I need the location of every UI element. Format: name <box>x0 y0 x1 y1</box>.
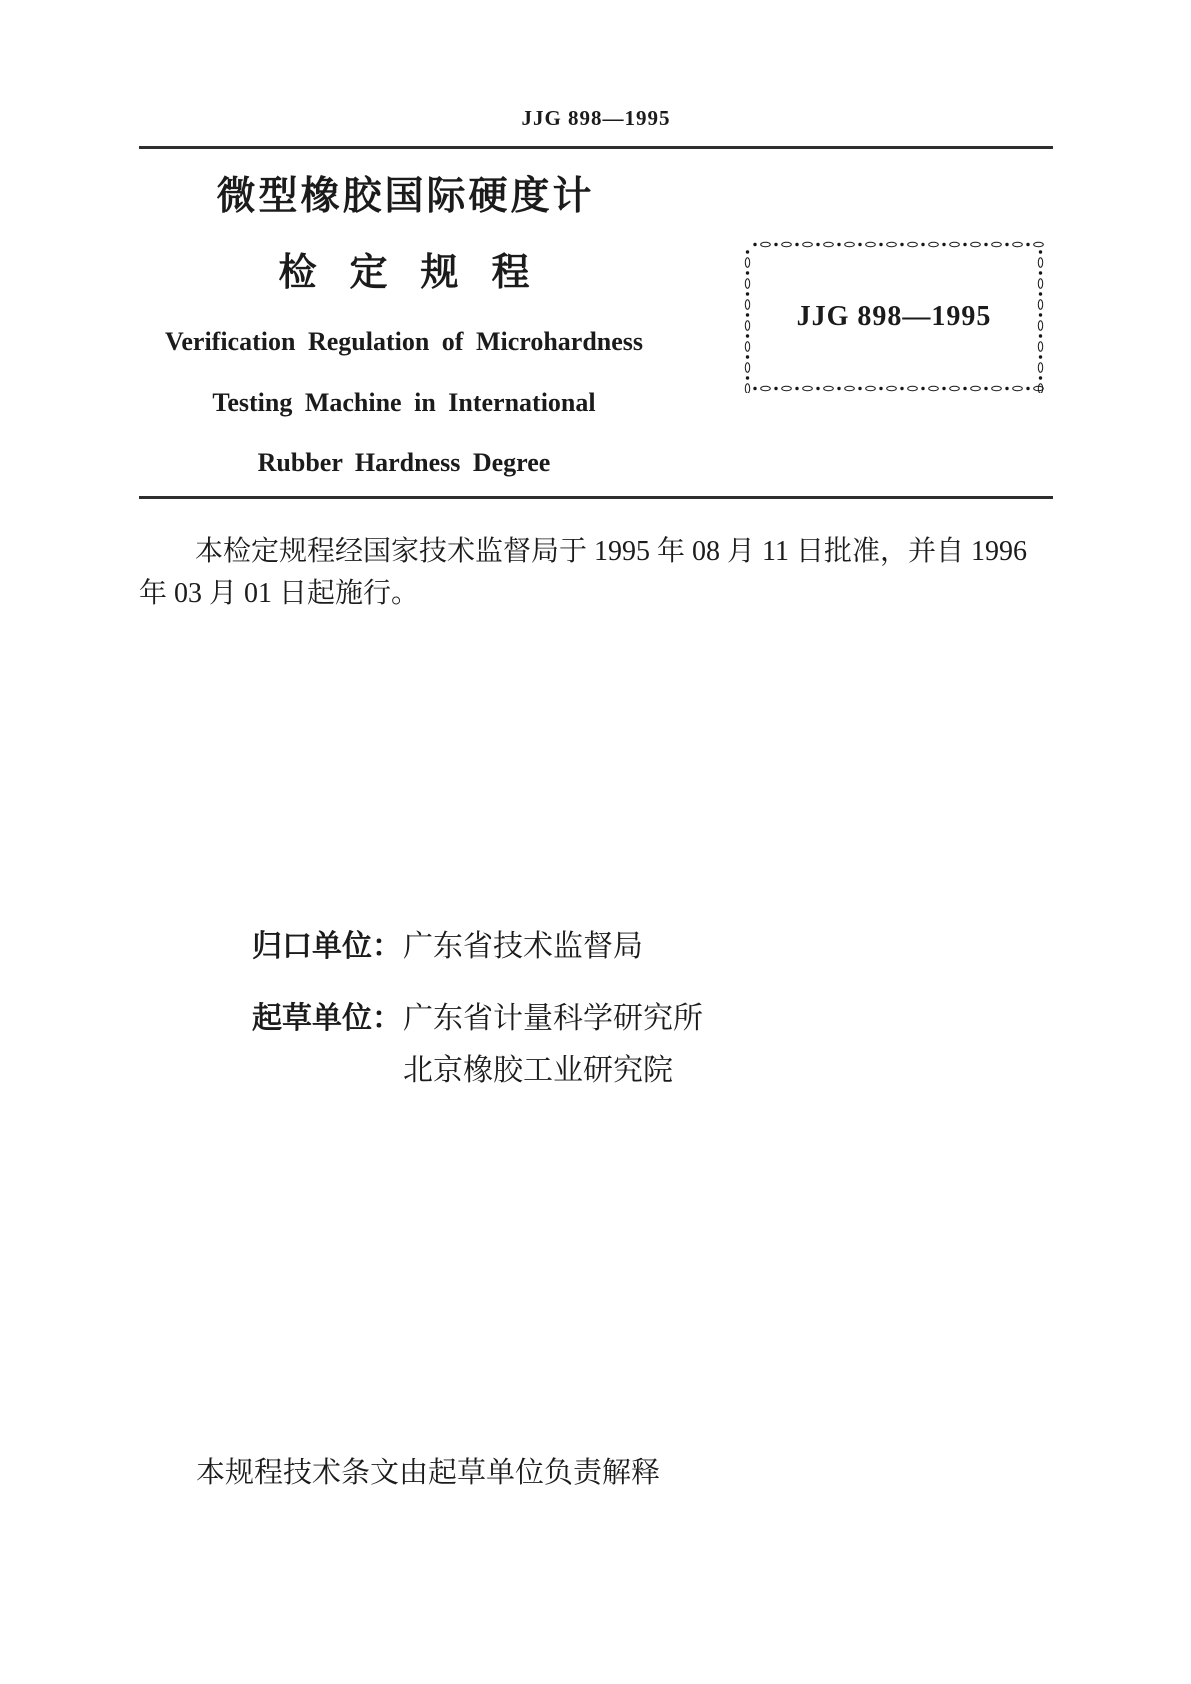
badge-text: JJG 898—1995 <box>796 300 992 332</box>
footer-note: 本规程技术条文由起草单位负责解释 <box>196 1457 661 1489</box>
title-en-line3: Rubber Hardness Degree <box>257 448 551 477</box>
page-header-standard-number: JJG 898—1995 <box>521 106 671 130</box>
approval-paragraph <box>139 531 1053 615</box>
title-cn-line1: 微型橡胶国际硬度计 <box>216 175 595 218</box>
organization-list <box>252 930 703 1126</box>
org-label <box>252 1054 403 1088</box>
org-label: 归口单位： <box>252 930 402 963</box>
org-row-drafting-unit <box>252 1002 703 1036</box>
org-value: 广东省技术监督局 <box>403 930 643 963</box>
standard-number-badge <box>743 240 1045 393</box>
title-en-line2: Testing Machine in International <box>212 388 596 417</box>
org-value: 北京橡胶工业研究院 <box>403 1054 673 1087</box>
org-row-drafting-unit-2 <box>252 1054 703 1088</box>
org-row-centralized-unit <box>252 930 703 964</box>
title-en-line1: Verification Regulation of Microhardness <box>164 327 644 356</box>
org-label: 起草单位： <box>252 1002 402 1035</box>
approval-line-1: 本检定规程经国家技术监督局于 1995 年 08 月 11 日批准，并自 1996 <box>195 536 1027 567</box>
approval-line-2: 年 03 月 01 日起施行。 <box>139 578 420 609</box>
middle-rule <box>139 496 1053 499</box>
org-value: 广东省计量科学研究所 <box>403 1002 703 1035</box>
title-block <box>139 177 669 478</box>
title-cn-line2: 检定规程 <box>278 252 563 294</box>
top-rule <box>139 146 1053 149</box>
